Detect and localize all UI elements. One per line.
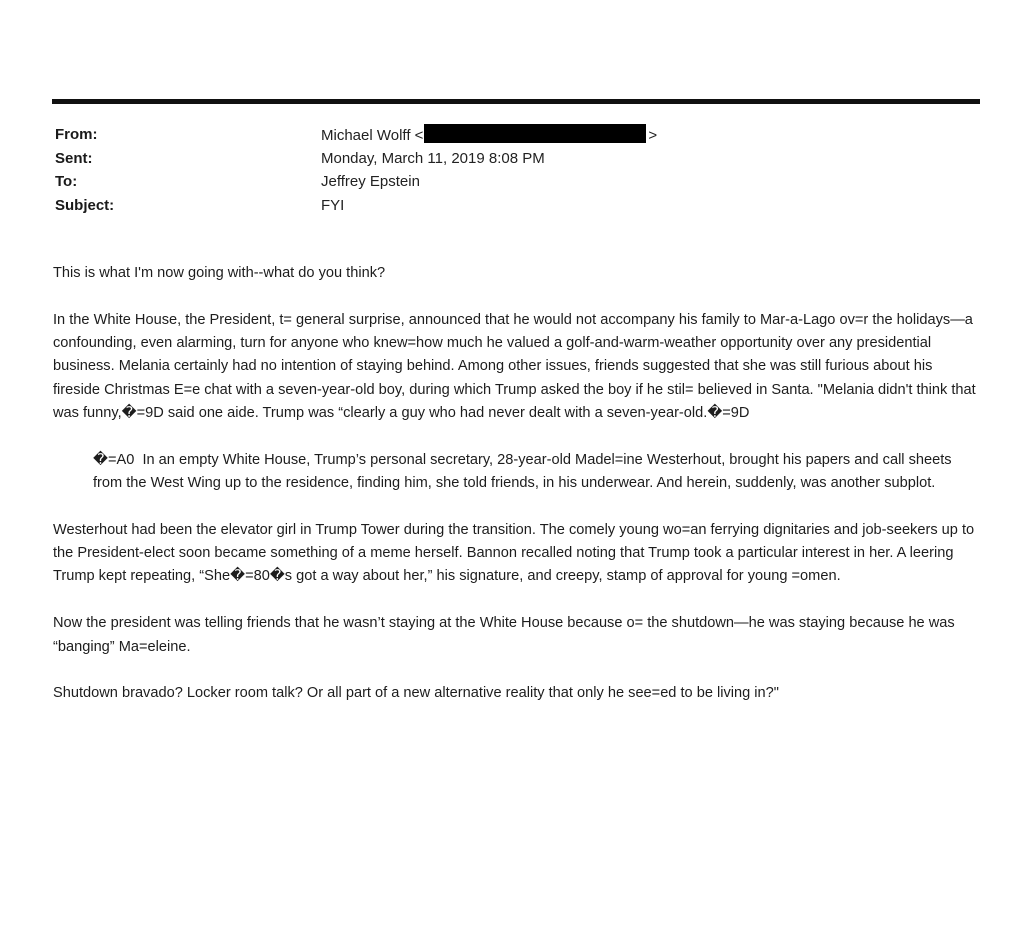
- redaction-bar: [424, 124, 646, 143]
- email-body: [53, 262, 978, 729]
- subject-label: Subject:: [55, 196, 115, 214]
- sent-row: [55, 148, 955, 172]
- from-name: Michael Wolff <: [321, 127, 424, 144]
- from-value: [321, 124, 657, 147]
- subject-row: [55, 195, 955, 219]
- to-row: [55, 171, 955, 195]
- to-value: Jeffrey Epstein: [321, 173, 420, 190]
- body-paragraph-5: Now the president was telling friends that he wasn’t staying at the White House because o= the shutdown—he was staying because he was “banging” Ma=eleine.: [53, 615, 959, 655]
- from-label: From:: [55, 126, 98, 143]
- header-divider: [52, 99, 980, 104]
- from-bracket: >: [648, 127, 658, 144]
- to-label: To:: [55, 173, 78, 190]
- sent-label: Sent:: [55, 149, 93, 167]
- body-paragraph-4: Westerhout had been the elevator girl in Trump Tower during the transition. The comely young wo=an ferrying dignitaries and job-seekers up to the President-elect soon became something of a meme herself. Bannon recalled noting that Trump took a particular interest in her. A leering Trump kept repeating, “She�=80�s got a way about her,” his signature, and creepy, stamp of approval for young =omen.: [53, 521, 979, 585]
- body-paragraph-6: Shutdown bravado? Locker room talk? Or all part of a new alternative reality that only he see=ed to be living in?": [53, 685, 779, 702]
- body-paragraph-3: �=A0 In an empty White House, Trump’s personal secretary, 28-year-old Madel=ine Westerhout, brought his papers and call sheets from the West Wing up to the residence, finding him, she told friends, in his underwear. And herein, suddenly, was another subplot.: [93, 451, 956, 492]
- sent-value: Monday, March 11, 2019 8:08 PM: [321, 149, 545, 167]
- email-header: [55, 124, 955, 218]
- subject-value: FYI: [321, 196, 345, 214]
- body-paragraph-2: In the White House, the President, t= general surprise, announced that he would not accompany his family to Mar-a-Lago ov=r the holidays—a confounding, even alarming, turn for anyone who knew=how much he valued a golf-and-warm-weather opportunity over any presidential business. Melania certainly had no intention of staying behind. Among other issues, friends suggested that she was still furious about his fireside Christmas E=e chat with a seven-year-old boy, during which Trump asked the boy if he stil= believed in Santa. "Melania didn't think that was funny,�=9D said one aide. Trump was “clearly a guy who had never dealt with a seven-year-old.�=9D: [53, 311, 980, 421]
- body-paragraph-1: This is what I'm now going with--what do you think?: [53, 265, 386, 281]
- from-row: [55, 124, 955, 148]
